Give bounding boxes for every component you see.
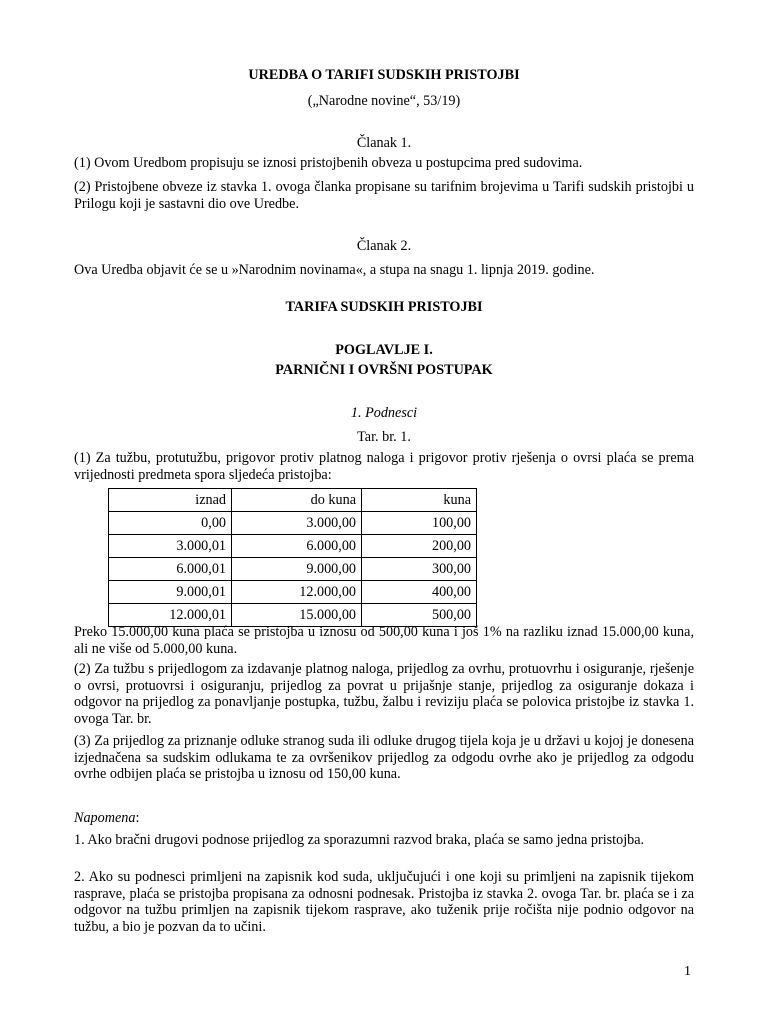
table-cell: 15.000,00: [232, 604, 362, 627]
table-cell: 300,00: [362, 558, 477, 581]
header-cell: kuna: [362, 489, 477, 512]
chapter-heading: POGLAVLJE I.: [335, 342, 433, 358]
note-heading: Napomena:: [74, 810, 140, 826]
header-cell: do kuna: [232, 489, 362, 512]
table-row: [109, 558, 477, 581]
article-1-paragraph-2: (2) Pristojbene obveze iz stavka 1. ovoga članka propisane su tarifnim brojevima u Tarifi sudskih pristojbi u Prilogu koji je sastavni dio ove Uredbe.: [74, 179, 694, 212]
tariff-number: Tar. br. 1.: [357, 429, 411, 445]
over-limit-paragraph: Preko 15.000,00 kuna plaća se pristojba u iznosu od 500,00 kuna i još 1% na razliku iznad 15.000,00 kuna, ali ne više od 5.000,00 kuna.: [74, 624, 694, 657]
table-cell: 9.000,01: [109, 581, 232, 604]
table-cell: 6.000,01: [109, 558, 232, 581]
chapter-title: PARNIČNI I OVRŠNI POSTUPAK: [275, 362, 493, 378]
article-2-heading: Članak 2.: [356, 238, 412, 254]
fee-table: [108, 488, 477, 627]
tariff-title: TARIFA SUDSKIH PRISTOJBI: [285, 299, 483, 315]
gazette-reference: („Narodne novine“, 53/19): [307, 93, 461, 109]
tariff-paragraph-3: (3) Za prijedlog za priznanje odluke stranog suda ili odluke drugog tijela koja je u državi u kojoj je donesena izjednačena sa sudskim odlukama te za ovršenikov prijedlog za odgodu ovrhe ako je prijedlog za odgodu ovrhe odbijen plaća se pristojba u iznosu od 150,00 kuna.: [74, 733, 694, 782]
table-cell: 9.000,00: [232, 558, 362, 581]
table-cell: 3.000,01: [109, 535, 232, 558]
tariff-paragraph-1: (1) Za tužbu, protutužbu, prigovor protiv platnog naloga i prigovor protiv rješenja o ovrsi plaća se prema vrijednosti predmeta spora sljedeća pristojba:: [74, 450, 694, 483]
document-title: UREDBA O TARIFI SUDSKIH PRISTOJBI: [248, 67, 520, 83]
article-1-heading: Članak 1.: [356, 135, 412, 151]
article-2-paragraph: Ova Uredba objavit će se u »Narodnim novinama«, a stupa na snagu 1. lipnja 2019. godine.: [74, 262, 595, 278]
note-item-2: 2. Ako su podnesci primljeni na zapisnik kod suda, uključujući i one koji su primljeni na zapisnik tijekom rasprave, plaća se pristojba propisana za odnosni podnesak. Pristojba iz stavka 2. ovoga Tar. br. plaća se i za odgovor na tužbu primljen na zapisnik tijekom rasprave, ako tuženik prije ročišta nije podnio odgovor na tužbu, a bio je pozvan da to učini.: [74, 869, 694, 935]
table-cell: 3.000,00: [232, 512, 362, 535]
table-cell: 6.000,00: [232, 535, 362, 558]
header-cell: iznad: [109, 489, 232, 512]
note-item-1: 1. Ako bračni drugovi podnose prijedlog za sporazumni razvod braka, plaća se samo jedna pristojba.: [74, 832, 645, 848]
page-number: 1: [684, 964, 691, 979]
fee-table-header: [109, 489, 477, 512]
table-row: [109, 581, 477, 604]
table-row: [109, 535, 477, 558]
article-1-paragraph-1: (1) Ovom Uredbom propisuju se iznosi pristojbenih obveza u postupcima pred sudovima.: [74, 155, 583, 171]
table-cell: 100,00: [362, 512, 477, 535]
tariff-paragraph-2: (2) Za tužbu s prijedlogom za izdavanje platnog naloga, prijedlog za ovrhu, protuovrhu i osiguranje, rješenje o ovrsi, protuovrsi i osiguranju, prijedlog za povrat u prijašnje stanje, prijedlog za osiguranje dokaza i odgovor na prijedlog za ponavljanje postupka, tužbu, žalbu i reviziju plaća se polovica pristojbe iz stavka 1. ovoga Tar. br.: [74, 661, 694, 727]
table-cell: 12.000,00: [232, 581, 362, 604]
table-cell: 0,00: [109, 512, 232, 535]
table-cell: 400,00: [362, 581, 477, 604]
table-cell: 12.000,01: [109, 604, 232, 627]
table-cell: 200,00: [362, 535, 477, 558]
table-cell: 500,00: [362, 604, 477, 627]
table-row: [109, 512, 477, 535]
section-heading: 1. Podnesci: [350, 405, 418, 421]
